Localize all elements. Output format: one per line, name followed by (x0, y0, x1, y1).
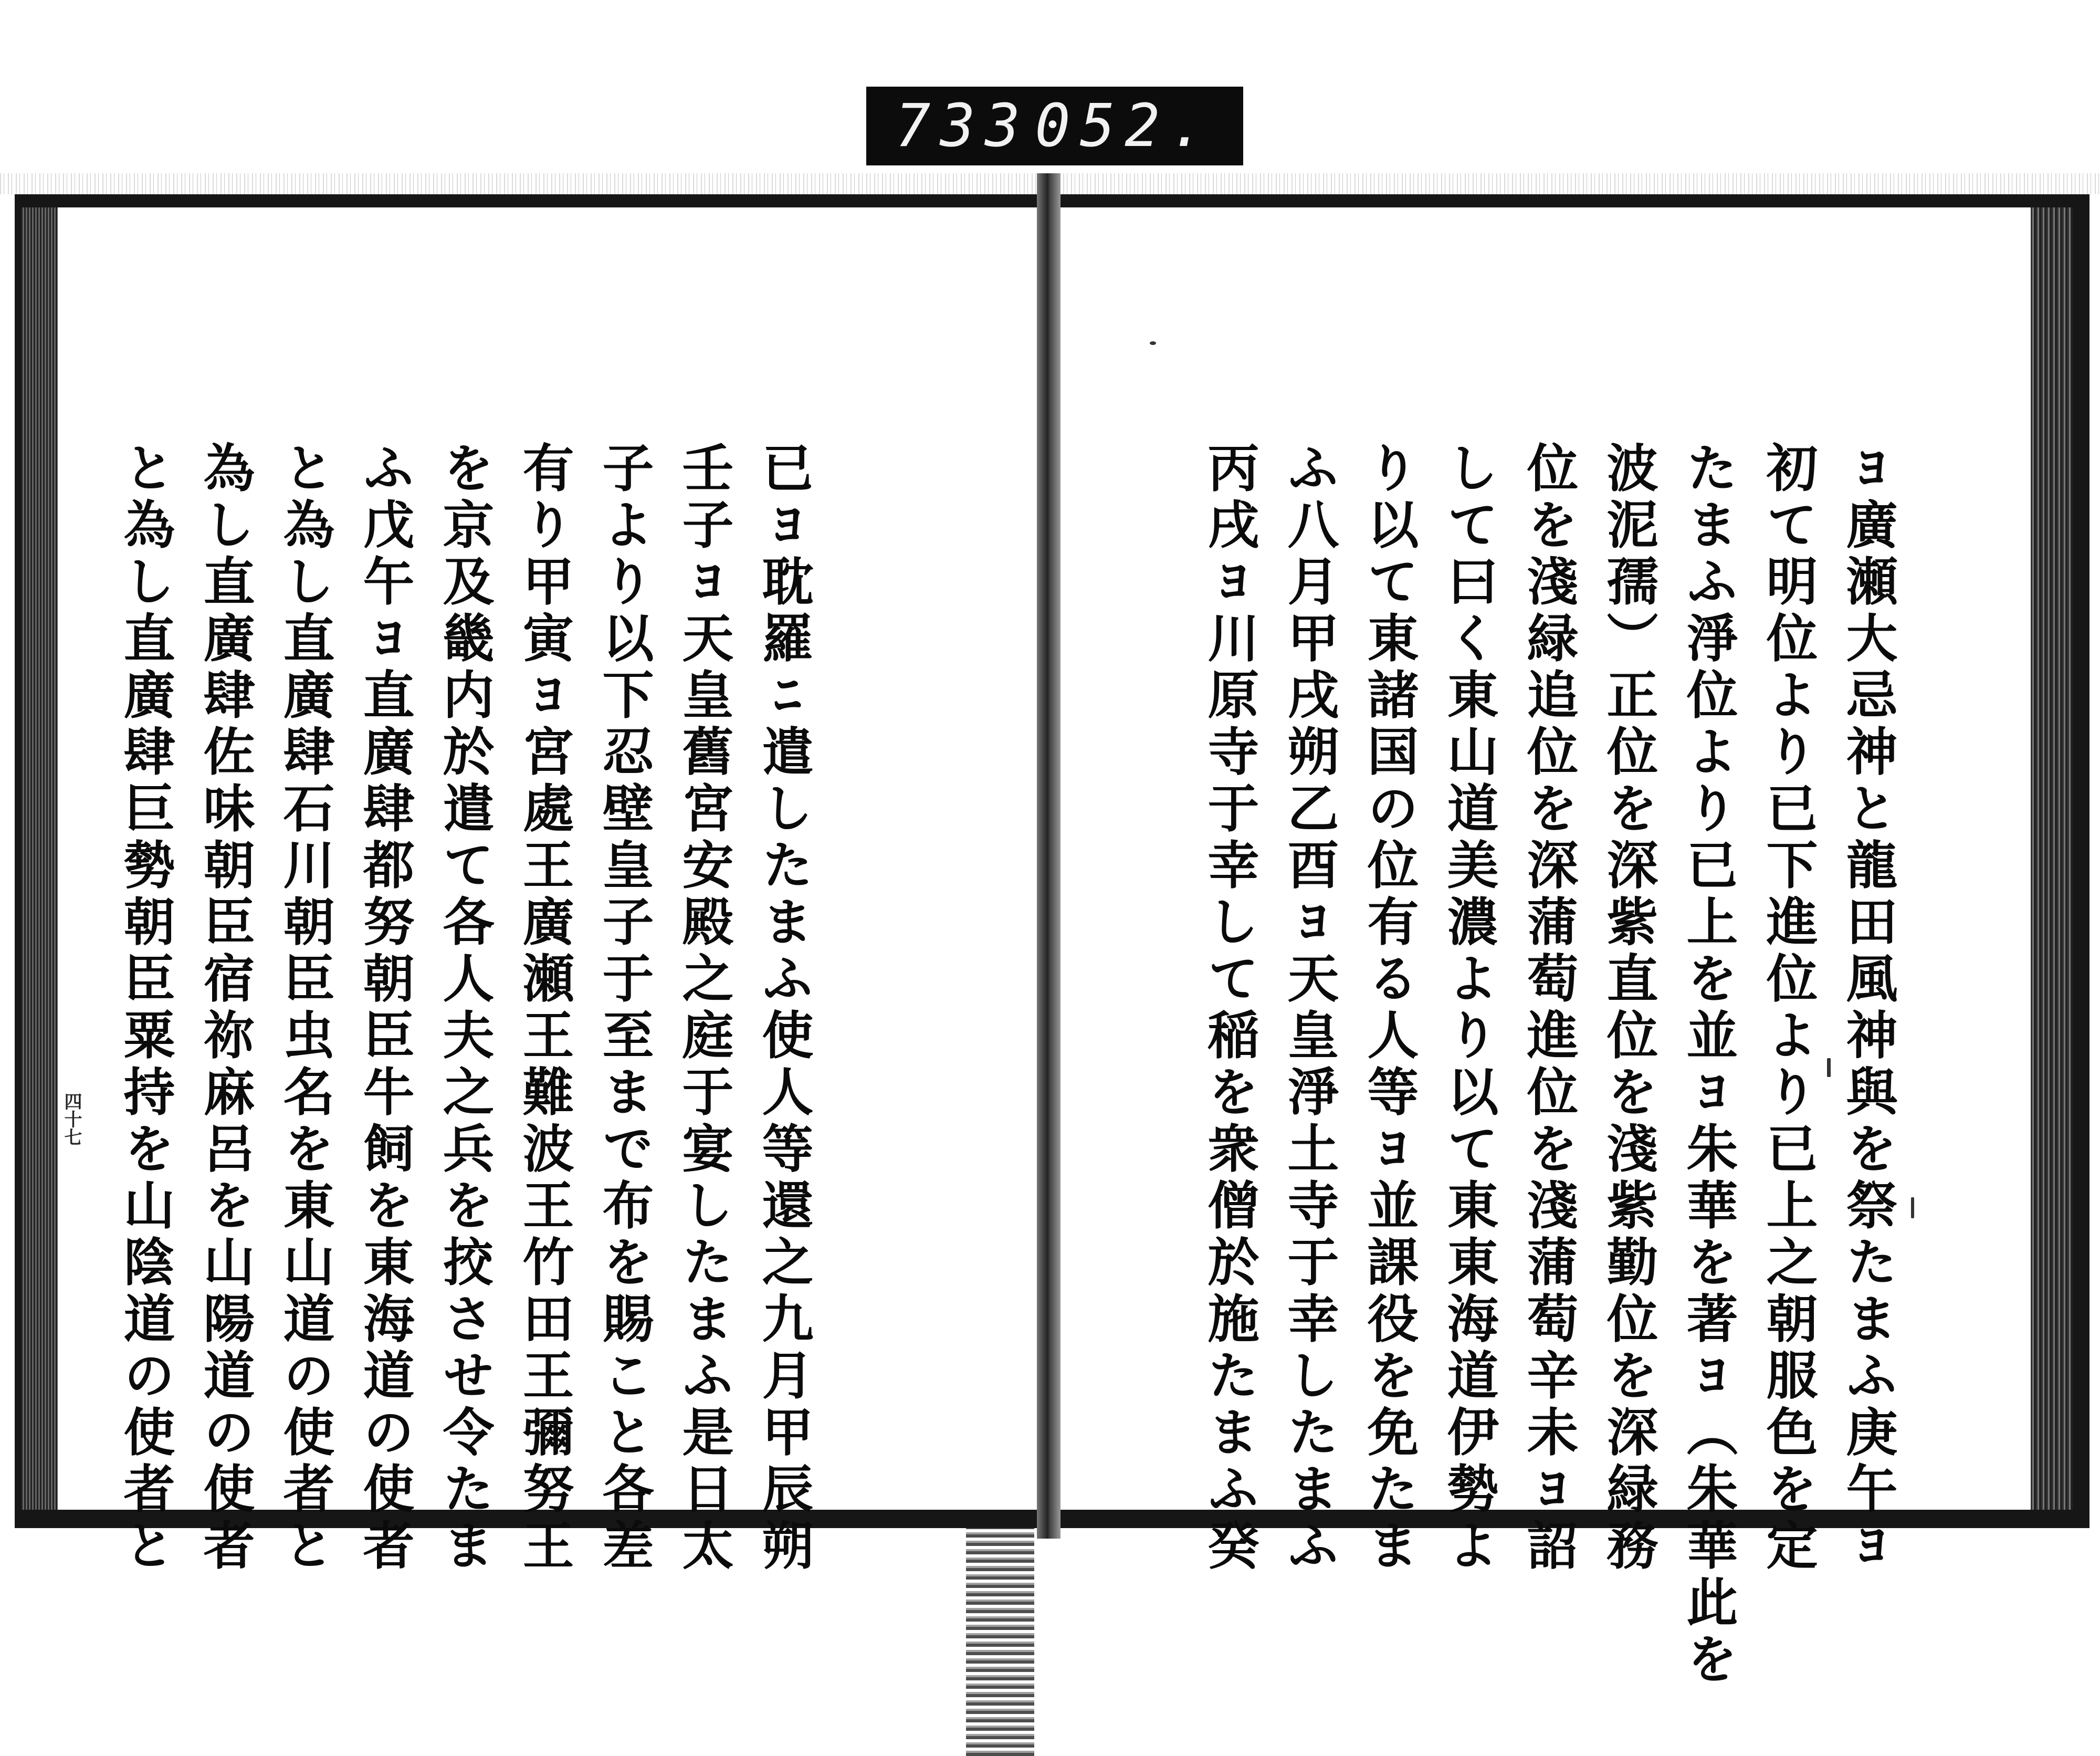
left-page-text (105, 441, 823, 1575)
scan-speck (1911, 1197, 1914, 1218)
left-column-5: を京及畿内於遣て各人夫之兵を挍させ令たま (434, 441, 495, 1575)
right-column-2: 初て明位より已下進位より已上之朝服色を定 (1758, 441, 1818, 1575)
right-column-1: ﾖ廣瀬大忌神と龍田風神與を祭たまふ庚午ﾖ (1838, 441, 1898, 1575)
left-column-9: と為し直廣肆巨勢朝臣粟持を山陰道の使者と (115, 441, 175, 1575)
left-column-7: と為し直廣肆石川朝臣虫名を東山道の使者と (275, 441, 335, 1575)
page-number: 四十七 (61, 1092, 82, 1146)
right-page-text (1189, 441, 1907, 1689)
archive-label (866, 87, 1243, 165)
right-column-5: 位を淺緑追位を深蒲萄進位を淺蒲萄辛未ﾖ詔 (1518, 441, 1579, 1575)
left-column-6: ふ戊午ﾖ直廣肆都努朝臣牛飼を東海道の使者 (354, 441, 415, 1575)
right-column-8: ふ八月甲戌朔乙酉ﾖ天皇淨土寺于幸したまふ (1279, 441, 1339, 1575)
right-column-6: して曰く東山道美濃より以て東東海道伊勢よ (1438, 441, 1499, 1575)
book-gutter (1037, 173, 1060, 1539)
right-page-edge (2031, 207, 2073, 1510)
scan-speck (1827, 1058, 1831, 1077)
binding-bottom (966, 1528, 1034, 1756)
right-column-3: たまふ淨位より已上を並ﾖ朱華を著ﾖ（朱華此を (1678, 441, 1738, 1689)
left-column-8: 為し直廣肆佐味朝臣宿祢麻呂を山陽道の使者 (195, 441, 255, 1575)
left-column-1: 已ﾖ耽羅ﾆ遣したまふ使人等還之九月甲辰朔 (753, 441, 814, 1575)
left-column-3: 子より以下忍壁皇子于至まで布を賜こと各差 (594, 441, 654, 1575)
archive-label-right: 052. (1035, 92, 1214, 160)
right-column-9: 丙戌ﾖ川原寺于幸して稲を衆僧於施たまふ癸 (1199, 441, 1259, 1575)
left-page-edge (21, 207, 58, 1510)
archive-label-left: 733 (895, 92, 1030, 160)
scan-speck (1150, 341, 1156, 345)
right-column-7: り以て東諸国の位有る人等ﾖ並課役を免たま (1359, 441, 1419, 1575)
left-column-2: 壬子ﾖ天皇舊宮安殿之庭于宴したまふ是日太 (674, 441, 734, 1575)
left-column-4: 有り甲寅ﾖ宮處王廣瀬王難波王竹田王彌努王 (514, 441, 574, 1575)
right-column-4: 波泥孺）正位を深紫直位を淺紫勤位を深緑務 (1598, 441, 1658, 1575)
